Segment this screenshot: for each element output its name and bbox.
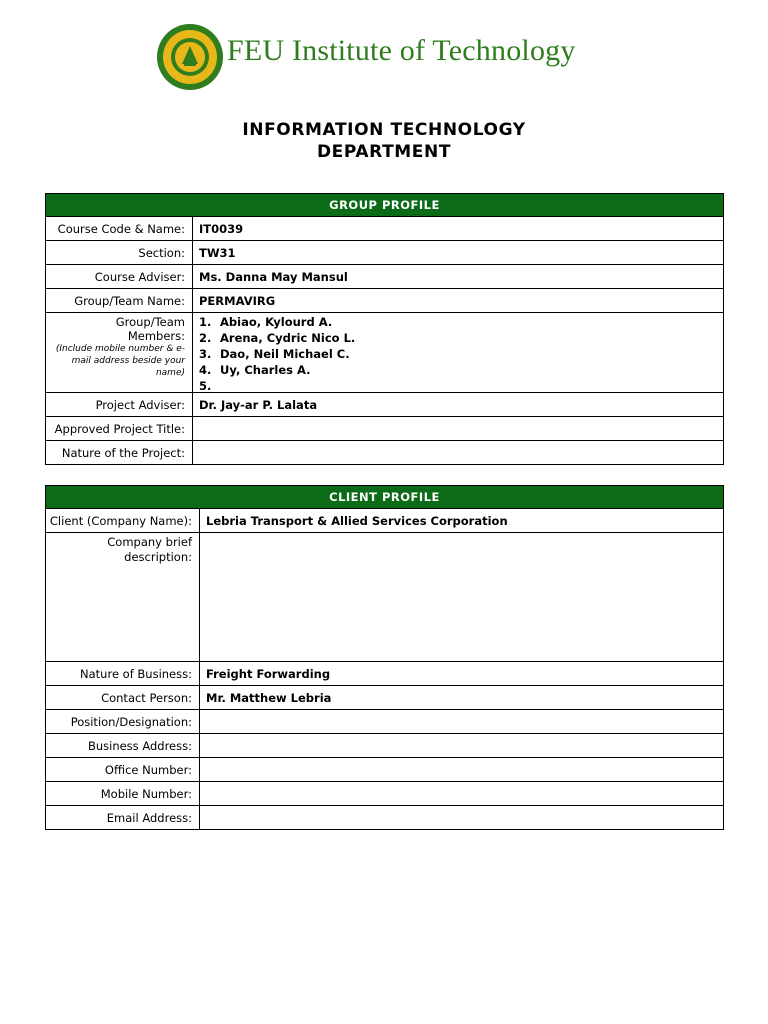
company-description-label-line-1: Company brief	[107, 535, 192, 549]
client-profile-table	[45, 485, 724, 830]
letterhead	[155, 20, 635, 96]
project-nature-label: Nature of the Project:	[46, 441, 193, 465]
member-number: 5.	[199, 379, 212, 393]
team-name-label: Group/Team Name:	[46, 289, 193, 313]
company-name-label: Client (Company Name):	[46, 509, 200, 533]
mobile-number-field[interactable]	[200, 782, 724, 806]
members-field[interactable]	[193, 313, 724, 393]
member-item	[199, 330, 723, 346]
email-address-field[interactable]	[200, 806, 724, 830]
course-label: Course Code & Name:	[46, 217, 193, 241]
project-nature-field[interactable]	[193, 441, 724, 465]
project-adviser-field[interactable]: Dr. Jay-ar P. Lalata	[193, 393, 724, 417]
course-adviser-field[interactable]: Ms. Danna May Mansul	[193, 265, 724, 289]
office-number-field[interactable]	[200, 758, 724, 782]
email-address-label: Email Address:	[46, 806, 200, 830]
company-description-label	[46, 533, 200, 662]
business-nature-field[interactable]: Freight Forwarding	[200, 662, 724, 686]
position-label: Position/Designation:	[46, 710, 200, 734]
client-profile-heading: CLIENT PROFILE	[46, 486, 724, 509]
member-name: Abiao, Kylourd A.	[220, 315, 333, 329]
company-name-field[interactable]: Lebria Transport & Allied Services Corporation	[200, 509, 724, 533]
members-label	[46, 313, 193, 393]
member-number: 3.	[199, 347, 212, 361]
mobile-number-label: Mobile Number:	[46, 782, 200, 806]
course-adviser-label: Course Adviser:	[46, 265, 193, 289]
group-profile-heading: GROUP PROFILE	[46, 194, 724, 217]
member-number: 1.	[199, 315, 212, 329]
institution-name: FEU Institute of Technology	[227, 34, 576, 67]
business-address-field[interactable]	[200, 734, 724, 758]
section-field[interactable]: TW31	[193, 241, 724, 265]
business-nature-label: Nature of Business:	[46, 662, 200, 686]
office-number-label: Office Number:	[46, 758, 200, 782]
team-name-field[interactable]: PERMAVIRG	[193, 289, 724, 313]
contact-person-field[interactable]: Mr. Matthew Lebria	[200, 686, 724, 710]
business-address-label: Business Address:	[46, 734, 200, 758]
members-note: (Include mobile number & e-mail address beside your name)	[55, 344, 185, 378]
member-item	[199, 346, 723, 362]
member-name: Arena, Cydric Nico L.	[220, 331, 356, 345]
member-number: 4.	[199, 363, 212, 377]
members-label-line-2: Members:	[127, 329, 185, 343]
company-description-field[interactable]	[200, 533, 724, 662]
member-number: 2.	[199, 331, 212, 345]
project-adviser-label: Project Adviser:	[46, 393, 193, 417]
department-title-line-2: DEPARTMENT	[316, 142, 452, 162]
members-list	[199, 314, 723, 393]
course-field[interactable]: IT0039	[193, 217, 724, 241]
members-label-line-1: Group/Team	[115, 315, 185, 329]
position-field[interactable]	[200, 710, 724, 734]
approved-title-field[interactable]	[193, 417, 724, 441]
department-title-line-1: INFORMATION TECHNOLOGY	[242, 120, 526, 140]
member-name: Uy, Charles A.	[220, 363, 311, 377]
member-item	[199, 314, 723, 330]
department-title	[0, 119, 768, 163]
company-description-label-line-2: description:	[124, 550, 192, 564]
member-name: Dao, Neil Michael C.	[220, 347, 350, 361]
member-item	[199, 362, 723, 378]
group-profile-table	[45, 193, 724, 465]
approved-title-label: Approved Project Title:	[46, 417, 193, 441]
feu-seal-icon	[155, 22, 225, 92]
section-label: Section:	[46, 241, 193, 265]
contact-person-label: Contact Person:	[46, 686, 200, 710]
